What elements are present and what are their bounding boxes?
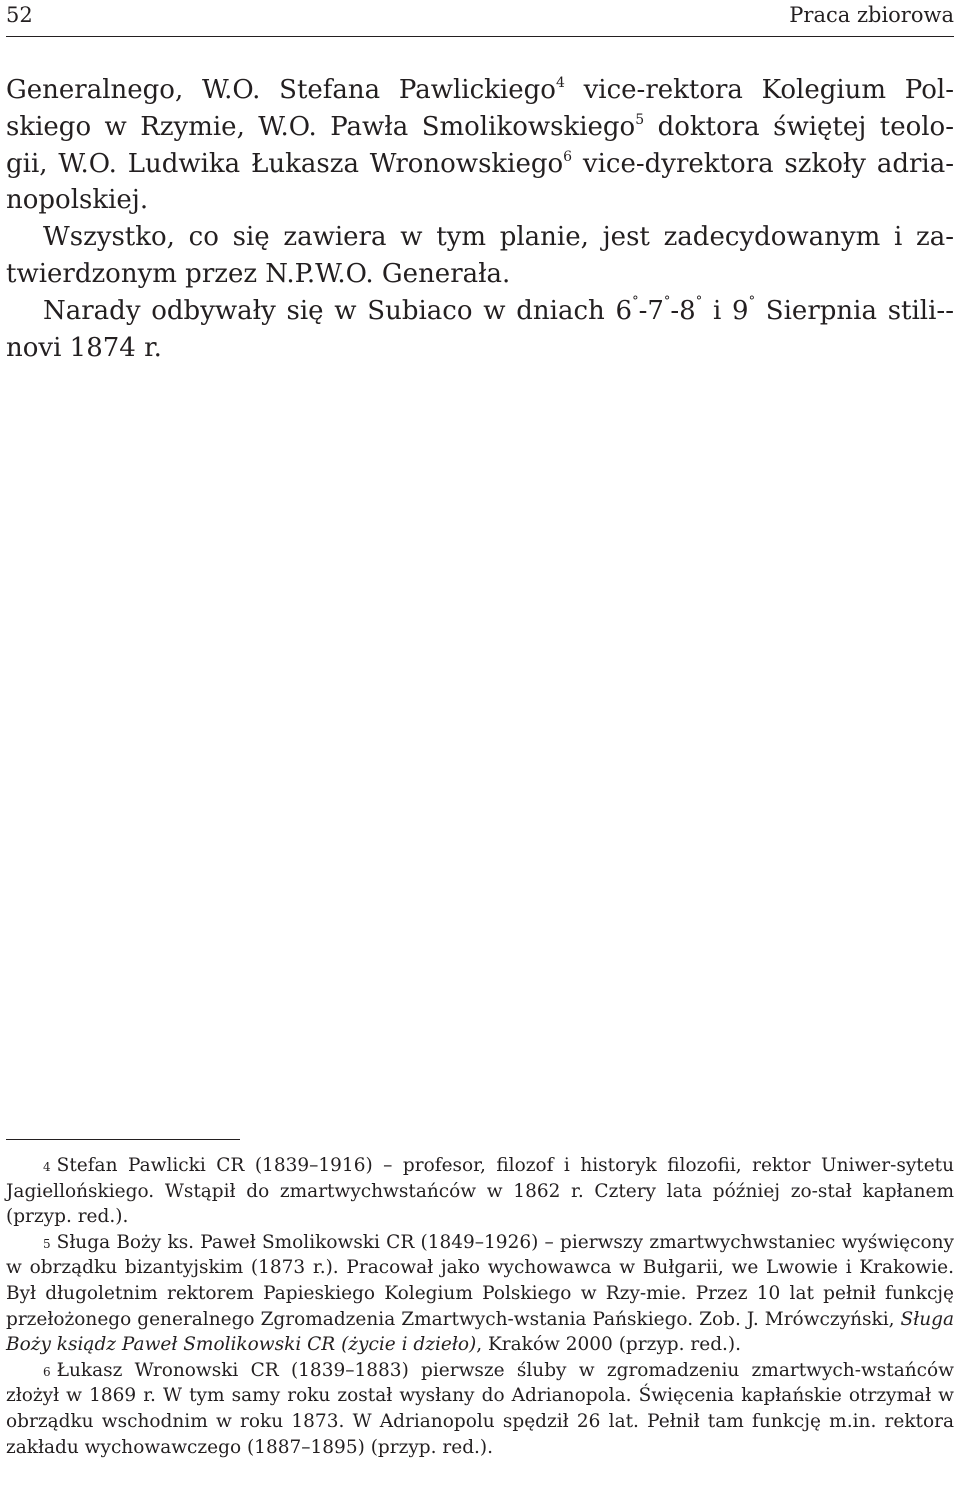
footnote-ref-4[interactable]: 4 (555, 75, 565, 91)
body-text-run: Sierpnia stili--novi 1874 r. (6, 295, 955, 363)
footnotes (6, 1153, 954, 1460)
running-header (6, 0, 954, 30)
degree-mark: ° (695, 293, 703, 309)
footnote-4 (6, 1153, 954, 1230)
body-text-run: vice-rektora Kolegium Pol-skiego w Rzymie, W.O. Pawła Smolikowskiego (6, 75, 954, 142)
body-text (6, 72, 954, 366)
degree-mark: ° (632, 293, 639, 309)
body-text-run: -7 (638, 295, 664, 326)
footnote-text: Sługa Boży ks. Paweł Smolikowski CR (1849–1926) – pierwszy zmartwychwstaniec wyświęcony w obrządku bizantyjskim (1873 r.). Pracował jako wychowawca w Bułgarii, we Lwowie i Krakowie. Był długoletnim rektorem Papieskiego Kolegium Polskiego w Rzy-mie. Przez 10 lat pełnił funkcję przełożonego generalnego Zgromadzenia Zmartwych-wstania Pańskiego. Zob. J. Mrówczyński, (6, 1231, 954, 1330)
footnote-text: Łukasz Wronowski CR (1839–1883) pierwsze śluby w zgromadzeniu zmartwych-wstańców złożył w 1869 r. W tym samy roku został wysłany do Adrianopola. Święcenia kapłańskie otrzymał w obrządku wschodnim w roku 1873. W Adrianopolu spędził 26 lat. Pełnił tam funkcję m.in. rektora zakładu wychowawczego (1887–1895) (przyp. red.). (6, 1359, 954, 1458)
body-text-run: doktora świętej teolo-gii, W.O. Ludwika Łukasza Wronowskiego (6, 111, 954, 179)
cited-title: Sługa Boży ksiądz Paweł Smolikowski CR (życie i dzieło) (6, 1308, 954, 1356)
paragraph-2: Wszystko, co się zawiera w tym planie, jest zadecydowanym i za-twierdzonym przez N.P.W.O. Generała. (6, 222, 954, 289)
footnote-6 (6, 1358, 954, 1460)
body-text-run: i 9 (702, 295, 749, 326)
paragraph-3 (6, 293, 954, 367)
degree-mark: ° (663, 293, 671, 309)
page-number: 52 (6, 3, 33, 27)
paragraph-1 (6, 72, 954, 219)
footnote-text: , Kraków 2000 (przyp. red.). (476, 1334, 742, 1356)
running-title: Praca zbiorowa (789, 3, 954, 27)
footnote-text: Stefan Pawlicki CR (1839–1916) – profesor, filozof i historyk filozofii, rektor Uniwer-sytetu Jagiellońskiego. Wstąpił do zmartwychwstańców w 1862 r. Cztery lata później zo-stał kapłanem (przyp. red.). (6, 1155, 954, 1228)
footnote-ref-6[interactable]: 6 (563, 148, 573, 165)
header-rule (6, 36, 954, 37)
body-text-run: -8 (670, 295, 696, 326)
body-text-run: vice-dyrektora szkoły adria-nopolskiej. (6, 148, 954, 216)
body-text-run: Generalnego, W.O. Stefana Pawlickiego (6, 75, 556, 105)
footnote-number: 4 (43, 1160, 51, 1174)
footnote-5 (6, 1230, 954, 1358)
body-text-run: Narady odbywały się w Subiaco w dniach 6 (43, 295, 633, 326)
degree-mark: ° (748, 293, 756, 309)
footnote-number: 5 (43, 1236, 51, 1251)
footnote-number: 6 (43, 1364, 51, 1379)
footnote-separator (6, 1139, 240, 1140)
footnote-ref-5[interactable]: 5 (635, 111, 645, 128)
